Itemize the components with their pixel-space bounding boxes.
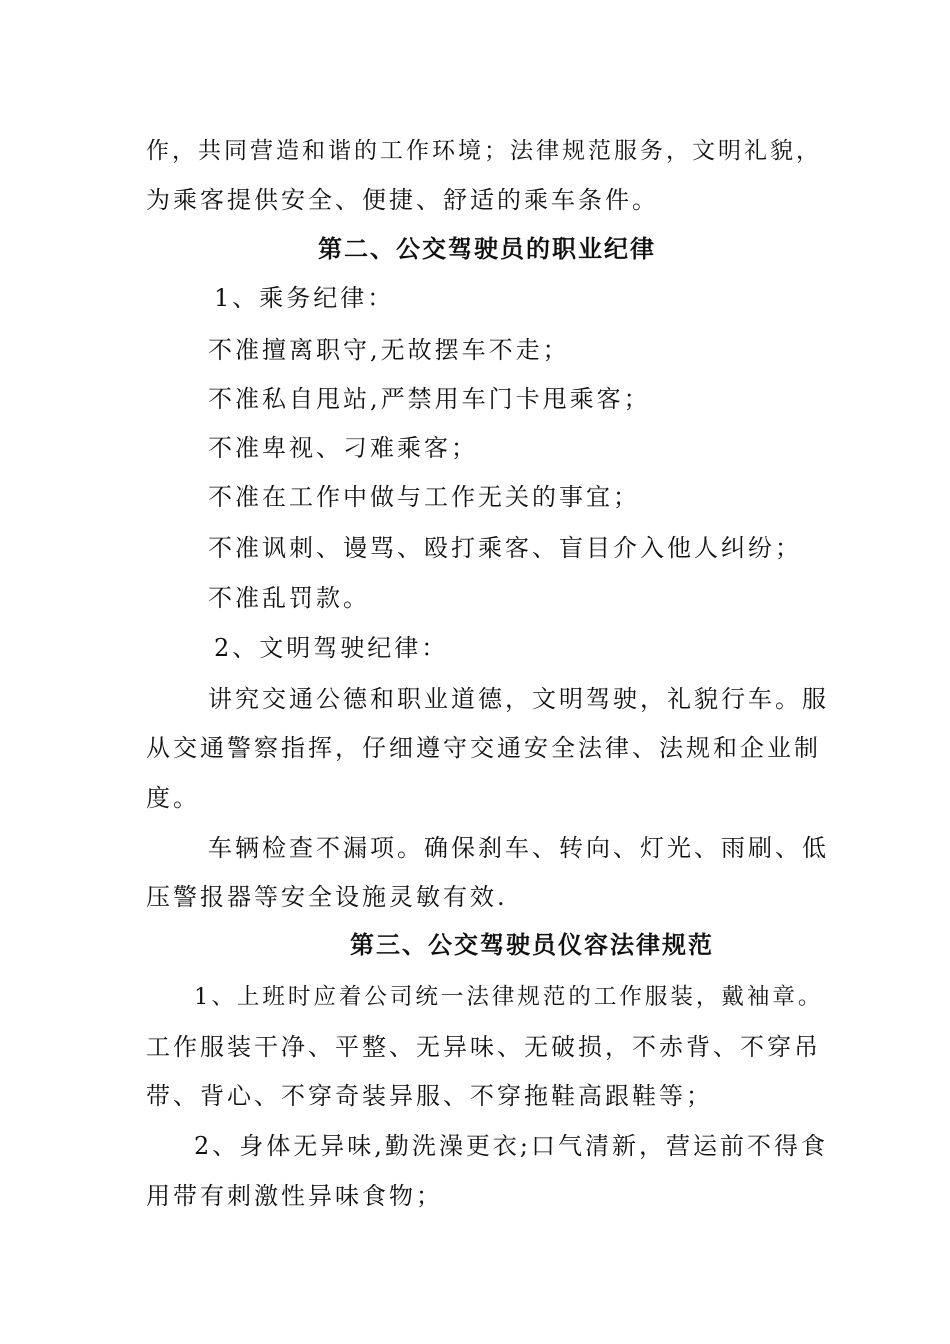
- list-item: 不准卑视、刁难乘客；: [208, 434, 478, 462]
- paragraph-line: 度。: [146, 784, 200, 812]
- paragraph-line: 压警报器等安全设施灵敏有效.: [146, 883, 508, 911]
- subsection-heading: 1、乘务纪律：: [214, 284, 395, 312]
- paragraph-line: 讲究交通公德和职业道德，文明驾驶，礼貌行车。服: [208, 685, 829, 713]
- list-item: 不准擅离职守,无故摆车不走；: [208, 336, 570, 364]
- list-item: 不准在工作中做与工作无关的事宜；: [208, 483, 640, 511]
- paragraph-line: 车辆检查不漏项。确保刹车、转向、灯光、雨刷、低: [208, 834, 829, 862]
- paragraph-line: 用带有刺激性异味食物；: [146, 1182, 443, 1210]
- section-heading: 第三、公交驾驶员仪容法律规范: [350, 931, 714, 959]
- list-item: 不准讽刺、谩骂、殴打乘客、盲目介入他人纠纷；: [208, 534, 802, 562]
- paragraph-line: 2、身体无异味,勤洗澡更衣;口气清新，营运前不得食: [194, 1132, 828, 1160]
- paragraph-line: 为乘客提供安全、便捷、舒适的乘车条件。: [146, 186, 659, 214]
- paragraph-line: 带、背心、不穿奇装异服、不穿拖鞋高跟鞋等；: [146, 1082, 713, 1110]
- paragraph-line: 从交通警察指挥，仔细遵守交通安全法律、法规和企业制: [146, 734, 821, 762]
- list-item: 不准私自甩站,严禁用车门卡甩乘客；: [208, 385, 651, 413]
- section-heading: 第二、公交驾驶员的职业纪律: [318, 235, 656, 263]
- paragraph-line: 作，共同营造和谐的工作环境；法律规范服务，文明礼貌，: [146, 138, 822, 164]
- list-item: 不准乱罚款。: [208, 584, 370, 612]
- subsection-heading: 2、文明驾驶纪律：: [214, 634, 449, 662]
- paragraph-line: 工作服装干净、平整、无异味、无破损，不赤背、不穿吊: [146, 1033, 821, 1061]
- paragraph-line: 1、上班时应着公司统一法律规范的工作服装，戴袖章。: [194, 984, 824, 1010]
